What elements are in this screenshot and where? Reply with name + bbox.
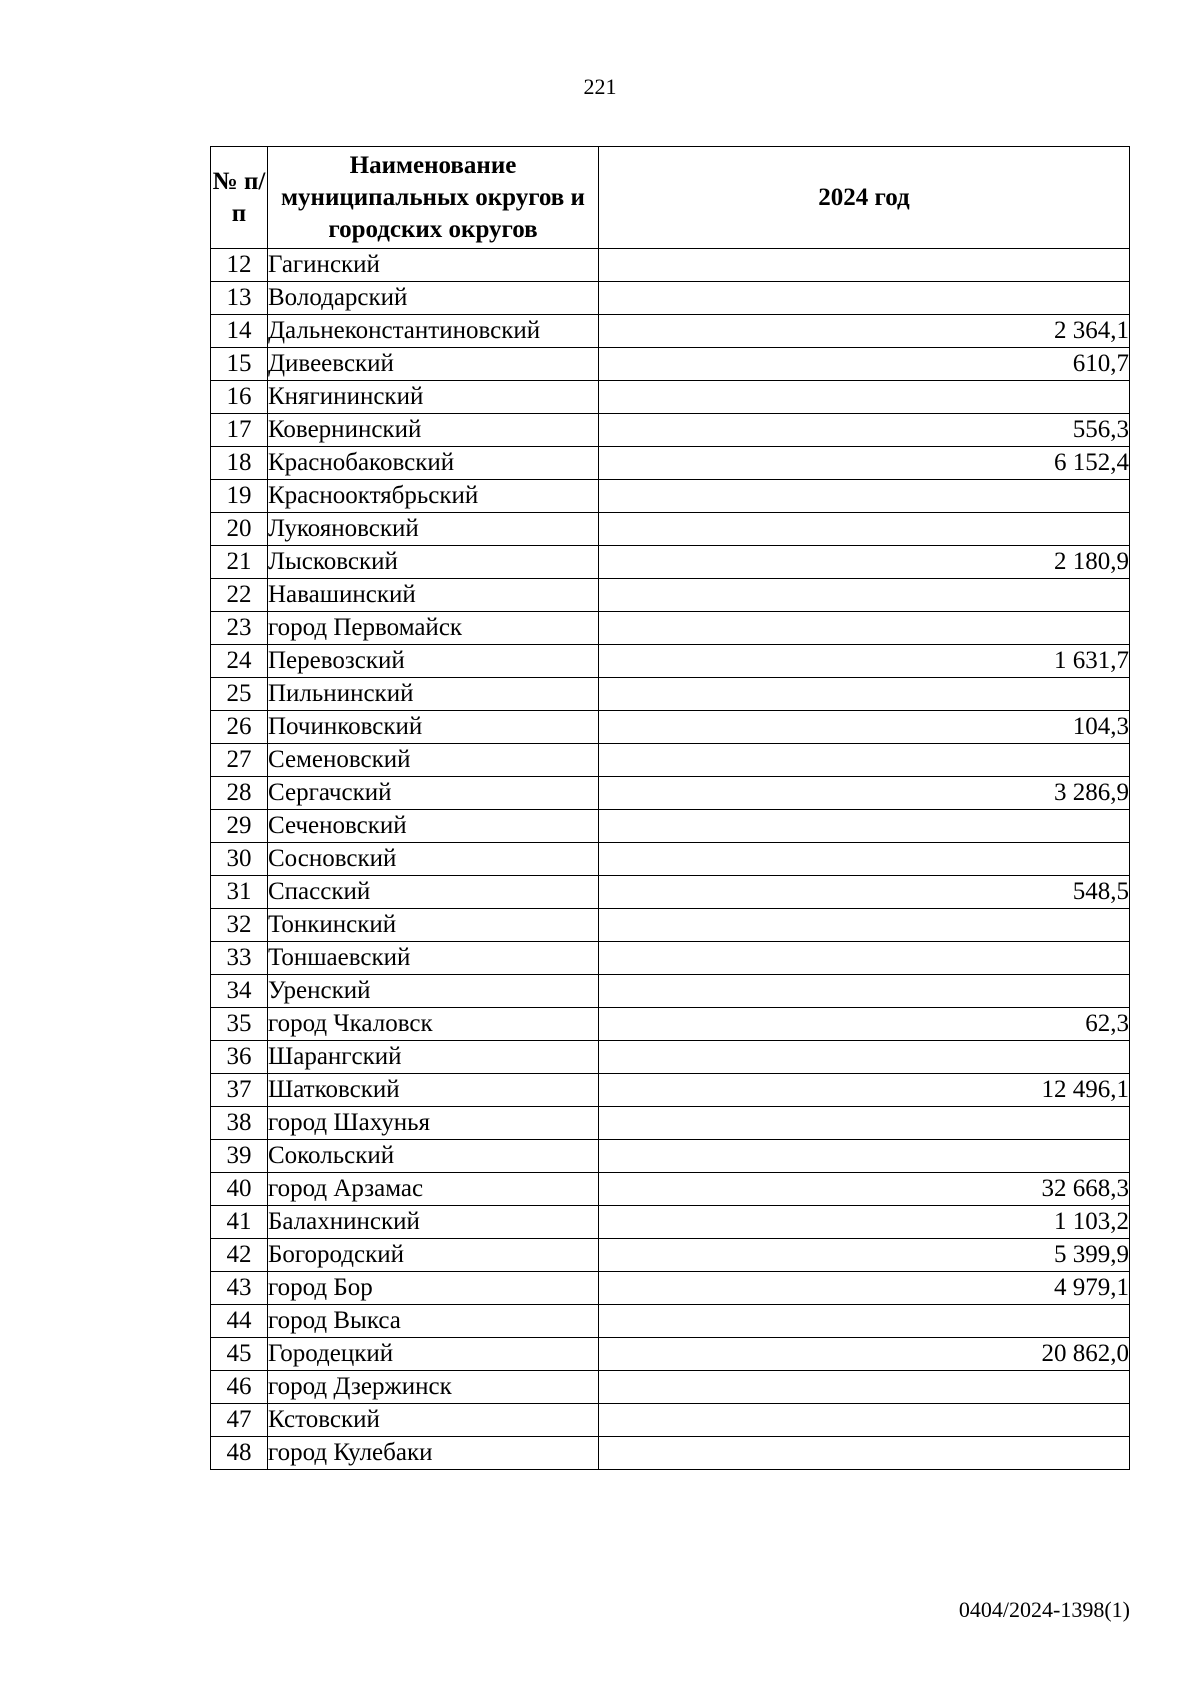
row-name: Лукояновский xyxy=(268,513,599,546)
row-number: 26 xyxy=(211,711,268,744)
row-number: 43 xyxy=(211,1272,268,1305)
row-value xyxy=(599,975,1130,1008)
row-value: 104,3 xyxy=(599,711,1130,744)
row-value: 3 286,9 xyxy=(599,777,1130,810)
row-value: 32 668,3 xyxy=(599,1173,1130,1206)
document-code: 0404/2024-1398(1) xyxy=(958,1597,1130,1622)
row-value xyxy=(599,843,1130,876)
row-value xyxy=(599,1404,1130,1437)
table-row xyxy=(211,414,1130,447)
row-name: Володарский xyxy=(268,282,599,315)
row-name: Дивеевский xyxy=(268,348,599,381)
row-value xyxy=(599,513,1130,546)
row-number: 31 xyxy=(211,876,268,909)
row-number: 12 xyxy=(211,249,268,282)
row-value xyxy=(599,810,1130,843)
table-row xyxy=(211,546,1130,579)
table-row xyxy=(211,909,1130,942)
row-value xyxy=(599,909,1130,942)
table-row xyxy=(211,843,1130,876)
row-name: город Бор xyxy=(268,1272,599,1305)
table-row xyxy=(211,777,1130,810)
row-number: 20 xyxy=(211,513,268,546)
table-row xyxy=(211,645,1130,678)
table-body xyxy=(211,249,1130,1470)
row-number: 42 xyxy=(211,1239,268,1272)
row-value: 1 631,7 xyxy=(599,645,1130,678)
row-number: 23 xyxy=(211,612,268,645)
row-number: 17 xyxy=(211,414,268,447)
row-name: Лысковский xyxy=(268,546,599,579)
table-row xyxy=(211,678,1130,711)
table-row xyxy=(211,579,1130,612)
row-name: Ковернинский xyxy=(268,414,599,447)
row-number: 40 xyxy=(211,1173,268,1206)
row-name: Навашинский xyxy=(268,579,599,612)
table-row xyxy=(211,942,1130,975)
table-row xyxy=(211,1107,1130,1140)
row-name: город Первомайск xyxy=(268,612,599,645)
row-number: 30 xyxy=(211,843,268,876)
row-number: 39 xyxy=(211,1140,268,1173)
row-name: Краснобаковский xyxy=(268,447,599,480)
row-number: 21 xyxy=(211,546,268,579)
row-number: 34 xyxy=(211,975,268,1008)
row-name: Балахнинский xyxy=(268,1206,599,1239)
row-name: Княгининский xyxy=(268,381,599,414)
row-name: Починковский xyxy=(268,711,599,744)
row-value xyxy=(599,579,1130,612)
row-value: 610,7 xyxy=(599,348,1130,381)
row-number: 18 xyxy=(211,447,268,480)
row-number: 48 xyxy=(211,1437,268,1470)
row-name: Сергачский xyxy=(268,777,599,810)
row-value xyxy=(599,1107,1130,1140)
table-row xyxy=(211,249,1130,282)
row-name: Тоншаевский xyxy=(268,942,599,975)
row-value xyxy=(599,381,1130,414)
row-number: 37 xyxy=(211,1074,268,1107)
table-row xyxy=(211,1305,1130,1338)
table-row xyxy=(211,480,1130,513)
table-row xyxy=(211,744,1130,777)
table-row xyxy=(211,975,1130,1008)
table-row xyxy=(211,282,1130,315)
row-number: 28 xyxy=(211,777,268,810)
row-value xyxy=(599,678,1130,711)
table-row xyxy=(211,1041,1130,1074)
row-number: 46 xyxy=(211,1371,268,1404)
table-row xyxy=(211,1272,1130,1305)
row-name: Перевозский xyxy=(268,645,599,678)
row-value xyxy=(599,480,1130,513)
row-value xyxy=(599,1140,1130,1173)
row-value: 2 180,9 xyxy=(599,546,1130,579)
row-name: город Выкса xyxy=(268,1305,599,1338)
row-value: 12 496,1 xyxy=(599,1074,1130,1107)
row-name: Шатковский xyxy=(268,1074,599,1107)
row-value: 20 862,0 xyxy=(599,1338,1130,1371)
row-value xyxy=(599,1305,1130,1338)
row-name: Уренский xyxy=(268,975,599,1008)
row-value xyxy=(599,1041,1130,1074)
row-value xyxy=(599,1437,1130,1470)
table-header-row xyxy=(211,147,1130,249)
row-value: 6 152,4 xyxy=(599,447,1130,480)
row-name: Дальнеконстантиновский xyxy=(268,315,599,348)
row-number: 14 xyxy=(211,315,268,348)
table-row xyxy=(211,381,1130,414)
table-row xyxy=(211,348,1130,381)
row-number: 47 xyxy=(211,1404,268,1437)
row-number: 27 xyxy=(211,744,268,777)
row-name: город Дзержинск xyxy=(268,1371,599,1404)
row-value: 62,3 xyxy=(599,1008,1130,1041)
allocation-table xyxy=(210,146,1130,1470)
row-number: 19 xyxy=(211,480,268,513)
header-number: № п/п xyxy=(211,147,268,249)
row-name: Тонкинский xyxy=(268,909,599,942)
table-row xyxy=(211,711,1130,744)
table-row xyxy=(211,1008,1130,1041)
row-name: город Кулебаки xyxy=(268,1437,599,1470)
table-row xyxy=(211,1371,1130,1404)
table-row xyxy=(211,447,1130,480)
table-row xyxy=(211,810,1130,843)
table-row xyxy=(211,1074,1130,1107)
row-name: город Шахунья xyxy=(268,1107,599,1140)
row-number: 25 xyxy=(211,678,268,711)
row-value: 5 399,9 xyxy=(599,1239,1130,1272)
row-number: 44 xyxy=(211,1305,268,1338)
table-row xyxy=(211,1404,1130,1437)
row-value: 556,3 xyxy=(599,414,1130,447)
row-number: 24 xyxy=(211,645,268,678)
row-number: 38 xyxy=(211,1107,268,1140)
row-value: 4 979,1 xyxy=(599,1272,1130,1305)
table-row xyxy=(211,1437,1130,1470)
row-value xyxy=(599,744,1130,777)
table-row xyxy=(211,513,1130,546)
row-name: Сосновский xyxy=(268,843,599,876)
row-name: Семеновский xyxy=(268,744,599,777)
row-number: 15 xyxy=(211,348,268,381)
header-name: Наименование муниципальных округов и городских округов xyxy=(268,147,599,249)
row-number: 16 xyxy=(211,381,268,414)
table-row xyxy=(211,612,1130,645)
row-name: Кстовский xyxy=(268,1404,599,1437)
header-year: 2024 год xyxy=(599,147,1130,249)
row-value xyxy=(599,612,1130,645)
row-value xyxy=(599,249,1130,282)
row-number: 41 xyxy=(211,1206,268,1239)
row-value xyxy=(599,1371,1130,1404)
row-number: 35 xyxy=(211,1008,268,1041)
row-name: Сеченовский xyxy=(268,810,599,843)
row-name: Богородский xyxy=(268,1239,599,1272)
table-row xyxy=(211,1173,1130,1206)
table-row xyxy=(211,1239,1130,1272)
row-number: 13 xyxy=(211,282,268,315)
row-number: 45 xyxy=(211,1338,268,1371)
row-name: Гагинский xyxy=(268,249,599,282)
row-name: город Арзамас xyxy=(268,1173,599,1206)
page-number: 221 xyxy=(583,74,617,99)
row-name: город Чкаловск xyxy=(268,1008,599,1041)
table-row xyxy=(211,1338,1130,1371)
row-number: 36 xyxy=(211,1041,268,1074)
table-row xyxy=(211,876,1130,909)
row-name: Пильнинский xyxy=(268,678,599,711)
row-value: 1 103,2 xyxy=(599,1206,1130,1239)
row-number: 32 xyxy=(211,909,268,942)
row-value xyxy=(599,942,1130,975)
row-number: 33 xyxy=(211,942,268,975)
row-value: 548,5 xyxy=(599,876,1130,909)
row-name: Городецкий xyxy=(268,1338,599,1371)
row-name: Сокольский xyxy=(268,1140,599,1173)
row-value: 2 364,1 xyxy=(599,315,1130,348)
table-row xyxy=(211,1206,1130,1239)
row-name: Краснооктябрьский xyxy=(268,480,599,513)
table-row xyxy=(211,315,1130,348)
row-value xyxy=(599,282,1130,315)
row-name: Шарангский xyxy=(268,1041,599,1074)
row-number: 29 xyxy=(211,810,268,843)
table-row xyxy=(211,1140,1130,1173)
row-number: 22 xyxy=(211,579,268,612)
row-name: Спасский xyxy=(268,876,599,909)
